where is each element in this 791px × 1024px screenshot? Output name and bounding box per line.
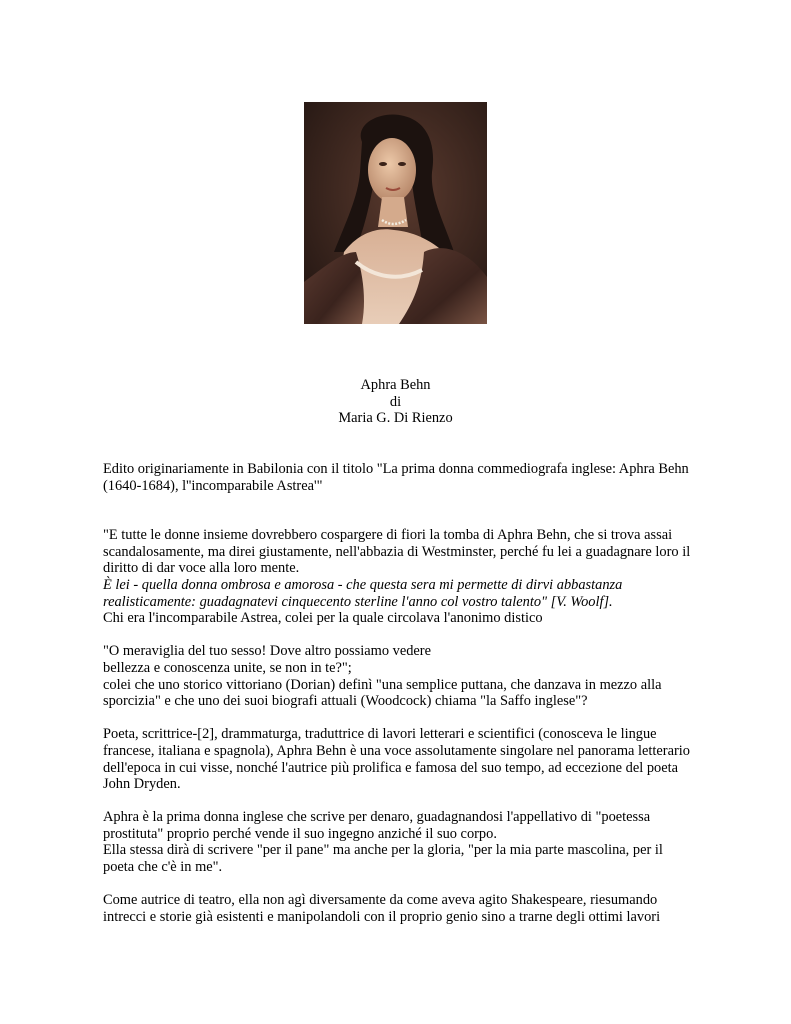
distich-line-1: "O meraviglia del tuo sesso! Dove altro possiamo vedere (103, 643, 431, 660)
paragraph-denaro: Aphra è la prima donna inglese che scrive per denaro, guadagnandosi l'appellativo di "poetessa prostituta" proprio perché vende il suo ingegno anziché il suo corpo. (103, 809, 651, 842)
author-name: Maria G. Di Rienzo (338, 410, 453, 427)
article-body (103, 461, 693, 925)
paragraph-poeta: Poeta, scrittrice-[2], drammaturga, traduttrice di lavori letterari e scientifici (conosceva le lingue francese, italiana e spagnola), Aphra Behn è una voce assolutamente singolare nel panorama letterario dell'epoca in cui visse, nonché l'autrice più prolifica e famosa del suo tempo, ad eccezione del poeta John Dryden. (103, 726, 690, 793)
paragraph-origin: Edito originariamente in Babilonia con il titolo "La prima donna commediografa inglese: Aphra Behn (1640-1684), l''incomparabile Astrea'" (103, 461, 689, 494)
paragraph-pane: Ella stessa dirà di scrivere "per il pane" ma anche per la gloria, "per la mia parte mascolina, per il poeta che c'è in me". (103, 842, 663, 876)
paragraph-woolf-quote: "E tutte le donne insieme dovrebbero cospargere di fiori la tomba di Aphra Behn, che si trova assai scandalosamente, ma direi giustamente, nell'abbazia di Westminster, perché fu lei a guadagnare loro il diritto di dar voce alla loro mente. (103, 527, 691, 577)
article-title: Aphra Behn (360, 377, 431, 393)
paragraph-astrea-question: Chi era l'incomparabile Astrea, colei per la quale circolava l'anonimo distico (103, 610, 543, 627)
portrait-image (304, 102, 487, 324)
title-by: di (389, 393, 402, 410)
paragraph-woolf-quote-italic: È lei - quella donna ombrosa e amorosa - che questa sera mi permette di dirvi abbastanza realisticamente: guadagnatevi cinquecento sterline l'anno col vostro talento" [V. Woolf]. (103, 576, 623, 610)
paragraph-teatro: Come autrice di teatro, ella non agì diversamente da come aveva agito Shakespeare, riesumando intrecci e storie già esistenti e manipolandoli con il proprio genio sino a trarne degli ottimi lavori (103, 892, 661, 925)
title-block (0, 377, 791, 427)
distich-line-2: bellezza e conoscenza unite, se non in te?"; (103, 659, 352, 676)
paragraph-dorian: colei che uno storico vittoriano (Dorian) definì "una semplice puttana, che danzava in mezzo alla sporcizia" e che uno dei suoi biografi attuali (Woodcock) chiama "la Saffo inglese"? (103, 676, 662, 710)
